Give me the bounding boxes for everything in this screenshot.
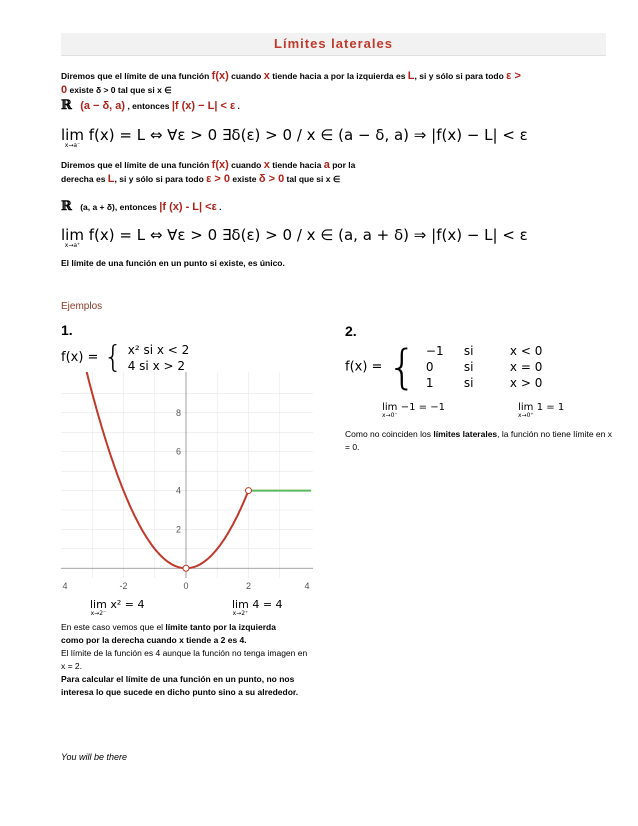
reals-symbol: ℝ: [61, 98, 72, 113]
examples-heading: Ejemplos: [61, 301, 103, 312]
chart-series: [86, 372, 311, 571]
x-tick-label: -2: [119, 581, 128, 590]
right-limit-formula: lim x→a⁺ f(x) = L ⇔ ∀ε > 0 ∃δ(ε) > 0 / x ∈ (a, a + δ) ⇒ |f(x) − L| < ε: [61, 226, 528, 249]
y-tick-label: 2: [175, 524, 181, 535]
right-limit-definition: Diremos que el límite de una función f(x) cuando x tiende hacia a por la derecha es L, si y sólo si para todo ε > 0 existe δ > 0 tal que si x ∈: [61, 159, 356, 185]
x-tick-label: 2: [245, 581, 252, 590]
open-point: [183, 565, 189, 571]
right-interval-line: ℝ (a, a + δ), entonces |f (x) - L| <ε .: [61, 199, 222, 214]
piecewise-val: 1: [425, 376, 434, 390]
footer-note: You will be there: [61, 752, 128, 762]
x-tick-label: 4: [62, 581, 68, 590]
x-tick-label: 0: [183, 581, 189, 590]
fx-term: f(x): [211, 70, 229, 82]
piecewise-cond: x > 0: [509, 376, 543, 390]
reals-symbol: ℝ: [61, 199, 72, 214]
piecewise-cond: x = 0: [509, 360, 543, 374]
left-interval-line: ℝ (a − δ, a) , entonces |f (x) − L| < ε .: [61, 98, 240, 113]
chart-axes: [61, 372, 313, 578]
page-title: Límites laterales: [61, 33, 606, 56]
left-brace: {: [103, 340, 123, 375]
example-1-right-limit: lim x→2⁺ 4 = 4: [232, 598, 283, 617]
x-tick-label: 4: [304, 581, 310, 590]
example-1-number: 1.: [61, 322, 73, 338]
example-2-explanation: Como no coinciden los límites laterales, la función no tiene límite en x = 0.: [345, 429, 612, 452]
y-tick-label: 4: [175, 485, 181, 496]
piecewise-table: [422, 343, 564, 391]
piecewise-row: [422, 343, 564, 359]
example-1-chart: [61, 372, 313, 590]
y-tick-label: 8: [175, 407, 181, 418]
left-limit-formula: lim x→a⁻ f(x) = L ⇔ ∀ε > 0 ∃δ(ε) > 0 / x ∈ (a − δ, a) ⇒ |f(x) − L| < ε: [61, 126, 528, 149]
piecewise-row: [422, 375, 564, 391]
series-line-1: [86, 372, 249, 568]
left-brace: {: [387, 340, 417, 394]
piecewise-row: [422, 359, 564, 375]
example-1-explanation: En este caso vemos que el límite tanto por la izquierda como por la derecha cuando x tiende a 2 es 4. El límite de la función es 4 aunque la función no tenga imagen en x = 2. Para calcular el límite de una función en un punto, no nos interesa lo que sucede en dicho punto sino a su alrededor.: [61, 622, 308, 697]
uniqueness-statement: El límite de una función en un punto si existe, es único.: [61, 258, 285, 268]
piecewise-cond: x < 0: [509, 344, 543, 358]
example-2-function: f(x) = { −1 si x < 0 0 si x = 0 1 si x > 0: [345, 340, 564, 394]
left-limit-definition: Diremos que el límite de una función f(x) cuando x tiende hacia a por la izquierda es L, si y sólo si para todo ε > 0 existe δ > 0 tal que si x ∈: [61, 70, 521, 96]
example-2-left-limit: lim x→0⁻ −1 = −1: [382, 402, 445, 419]
example-2-right-limit: lim x→0⁺ 1 = 1: [518, 402, 565, 419]
chart-gridlines: [61, 372, 313, 578]
piecewise-val: 0: [425, 360, 434, 374]
y-tick-label: 6: [175, 446, 181, 457]
piecewise-si: si: [463, 344, 474, 358]
open-point: [246, 488, 252, 494]
piecewise-si: si: [463, 376, 474, 390]
example-1-left-limit: lim x→2⁻ x² = 4: [90, 598, 145, 617]
piecewise-si: si: [463, 360, 474, 374]
piecewise-val: −1: [425, 344, 444, 358]
example-2-number: 2.: [345, 323, 357, 339]
example-1-function: f(x) = { x² si x < 2 4 si x > 2: [61, 340, 190, 375]
